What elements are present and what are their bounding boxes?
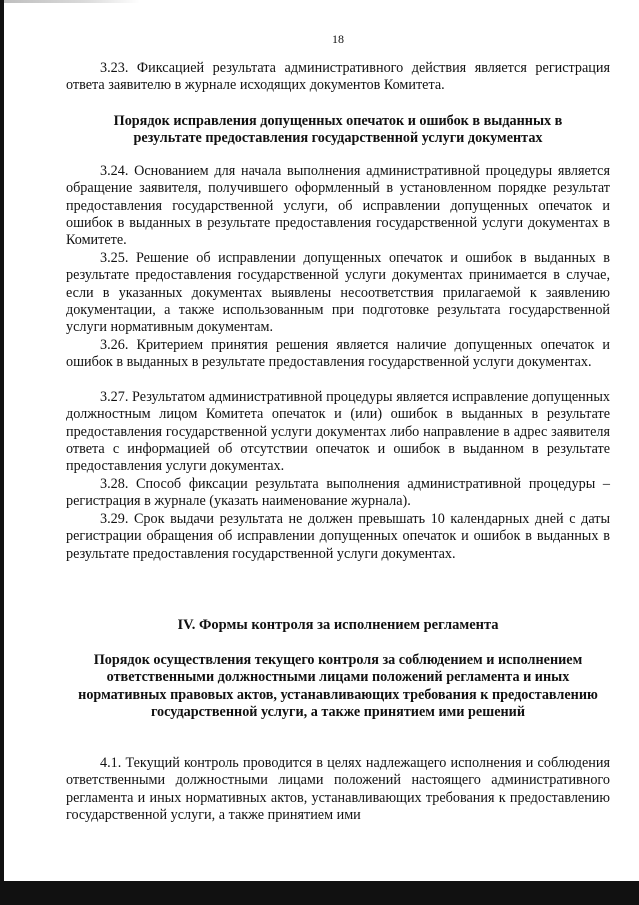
paragraph-3-29: 3.29. Срок выдачи результата не должен превышать 10 календарных дней с даты регистрации обращения об исправлении допущенных опечаток и ошибок в выданных в результате предоставления государственной услуги документах. bbox=[66, 511, 610, 562]
heading-control: Порядок осуществления текущего контроля за соблюдением и исполнением ответственными должностными лицами положений регламента и иных нормативных правовых актов, устанавливающих требования к предоставлению государственной услуги, а также принятием ими решений bbox=[78, 652, 598, 720]
paragraph-4-1: 4.1. Текущий контроль проводится в целях надлежащего исполнения и соблюдения ответственными должностными лицами положений настоящего административного регламента и иных нормативных актов, устанавливающих требования к предоставлению государственной услуги, а также принятием ими bbox=[66, 755, 610, 823]
scan-edge-top bbox=[0, 0, 140, 3]
paragraph-3-24: 3.24. Основанием для начала выполнения административной процедуры является обращение заявителя, получившего оформленный в установленном порядке результат предоставления государственной услуги, об исправлении допущенных опечаток и ошибок в выданных в результате предоставления государственной услуги документах в Комитете. bbox=[66, 163, 610, 249]
paragraph-3-26: 3.26. Критерием принятия решения является наличие допущенных опечаток и ошибок в выданных в результате предоставления государственной услуги документах. bbox=[66, 337, 610, 371]
paragraph-3-23: 3.23. Фиксацией результата административного действия является регистрация ответа заявителю в журнале исходящих документов Комитета. bbox=[66, 60, 610, 94]
scan-edge-bottom bbox=[0, 881, 639, 905]
scan-edge-left bbox=[0, 0, 4, 905]
paragraph-3-25: 3.25. Решение об исправлении допущенных опечаток и ошибок в выданных в результате предоставления государственной услуги документах принимается в случае, если в указанных документах выявлены несоответствия прилагаемой к заявлению документации, а также использованным при подготовке результата государственной услуги нормативным документам. bbox=[66, 250, 610, 336]
section-iv-title: IV. Формы контроля за исполнением регламента bbox=[177, 617, 499, 633]
page-number: 18 bbox=[332, 32, 344, 46]
paragraph-3-28: 3.28. Способ фиксации результата выполнения административной процедуры – регистрация в журнале (указать наименование журнала). bbox=[66, 476, 610, 510]
paragraph-3-27: 3.27. Результатом административной процедуры является исправление допущенных должностным лицом Комитета опечаток и (или) ошибок в выданных в результате предоставления государственной услуги документах либо направление в адрес заявителя ответа с информацией об отсутствии опечаток и ошибок в выданном в результате предоставления услуги документах. bbox=[66, 389, 610, 475]
heading-corrections: Порядок исправления допущенных опечаток и ошибок в выданных в результате предоставления государственной услуги документах bbox=[113, 113, 563, 147]
